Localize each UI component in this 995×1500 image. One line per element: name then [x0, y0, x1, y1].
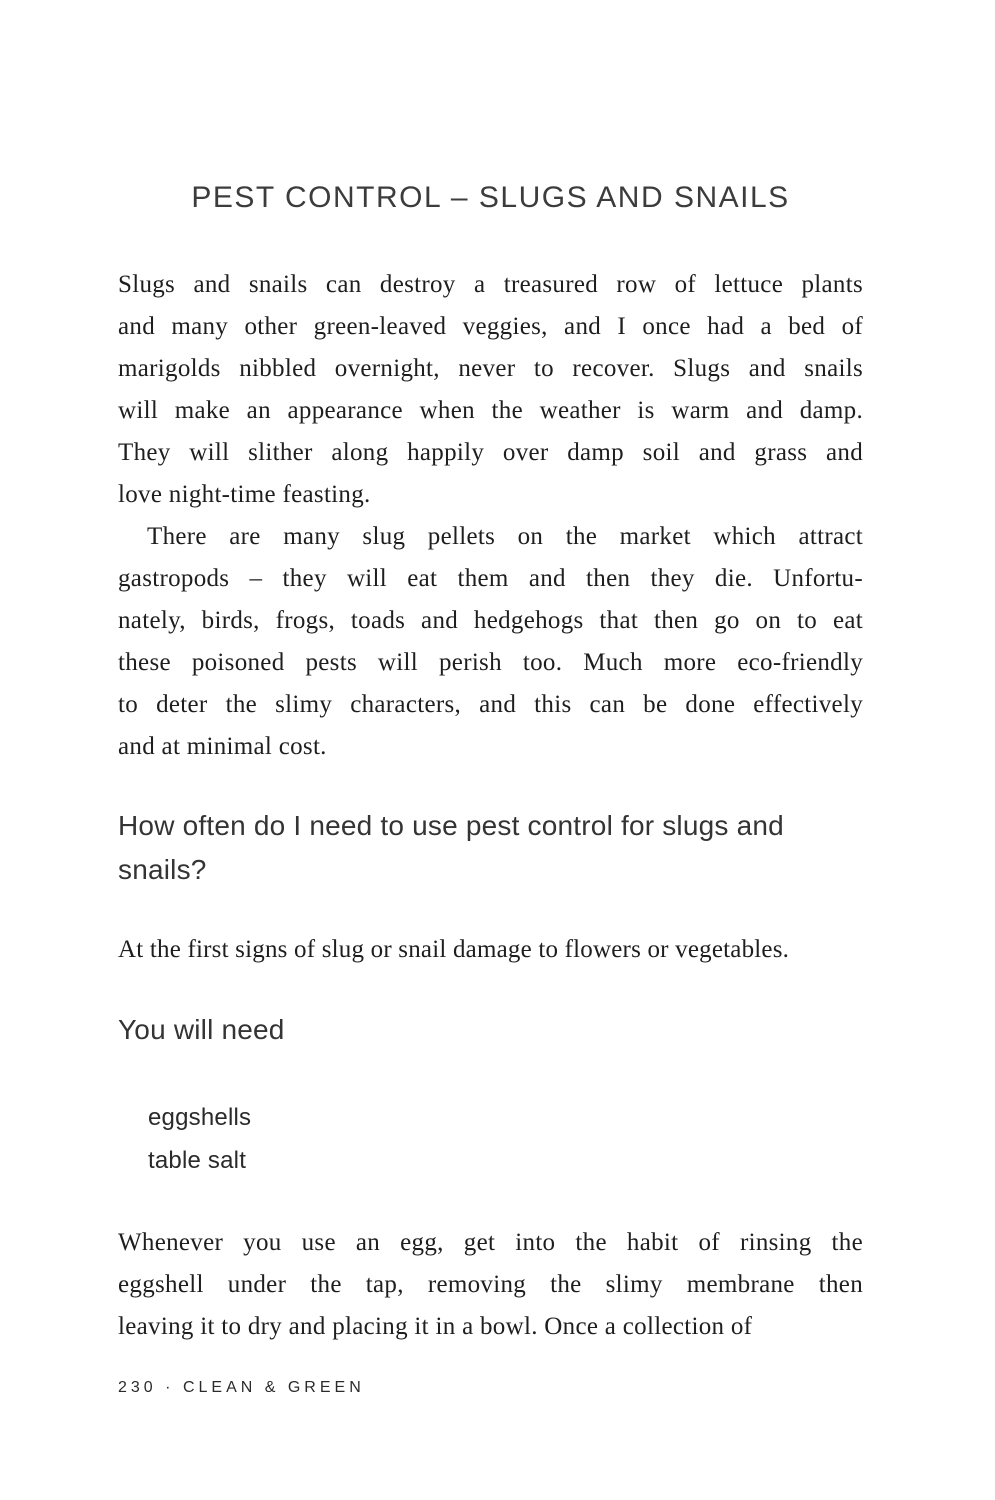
body-text-line: Slugs and snails can destroy a treasured row of lettuce plants [118, 271, 863, 298]
body-text-line: leaving it to dry and placing it in a bowl. Once a collection of [118, 1313, 753, 1340]
body-text-line: eggshell under the tap, removing the slimy membrane then [118, 1271, 863, 1298]
body-text-line: to deter the slimy characters, and this can be done effectively [118, 691, 863, 718]
question-heading [118, 804, 863, 892]
body-text-line: and at minimal cost. [118, 733, 327, 760]
intro-paragraph-1 [118, 264, 863, 516]
page-number: 230 [118, 1379, 157, 1396]
ingredient-item: table salt [148, 1147, 247, 1174]
body-text-line: gastropods – they will eat them and then they die. Unfortu- [118, 565, 863, 592]
page-title: PEST CONTROL – SLUGS AND SNAILS [191, 181, 790, 214]
body-text-line: They will slither along happily over damp soil and grass and [118, 439, 863, 466]
body-text-line: these poisoned pests will perish too. Much more eco-friendly [118, 649, 863, 676]
body-text-line: and many other green-leaved veggies, and I once had a bed of [118, 313, 863, 340]
answer-text: At the first signs of slug or snail damage to flowers or vegetables. [118, 936, 790, 963]
body-text-line: love night-time feasting. [118, 481, 371, 508]
ingredient-item: eggshells [148, 1104, 252, 1131]
footer-separator: · [165, 1379, 175, 1396]
intro-paragraph-2 [118, 516, 863, 768]
body-text-line: will make an appearance when the weather is warm and damp. [118, 397, 863, 424]
body-text-line: Whenever you use an egg, get into the habit of rinsing the [118, 1229, 863, 1256]
page-footer [118, 1378, 863, 1398]
heading-line: snails? [118, 854, 207, 885]
body-text-line: marigolds nibbled overnight, never to recover. Slugs and snails [118, 355, 863, 382]
body-text-line: nately, birds, frogs, toads and hedgehogs that then go on to eat [118, 607, 863, 634]
instructions-paragraph [118, 1222, 863, 1348]
heading-line: How often do I need to use pest control for slugs and [118, 810, 784, 841]
you-will-need-heading: You will need [118, 1014, 285, 1045]
ingredients-list [118, 1096, 863, 1182]
book-title: CLEAN & GREEN [182, 1379, 365, 1396]
body-text-line: There are many slug pellets on the market which attract [147, 523, 863, 550]
